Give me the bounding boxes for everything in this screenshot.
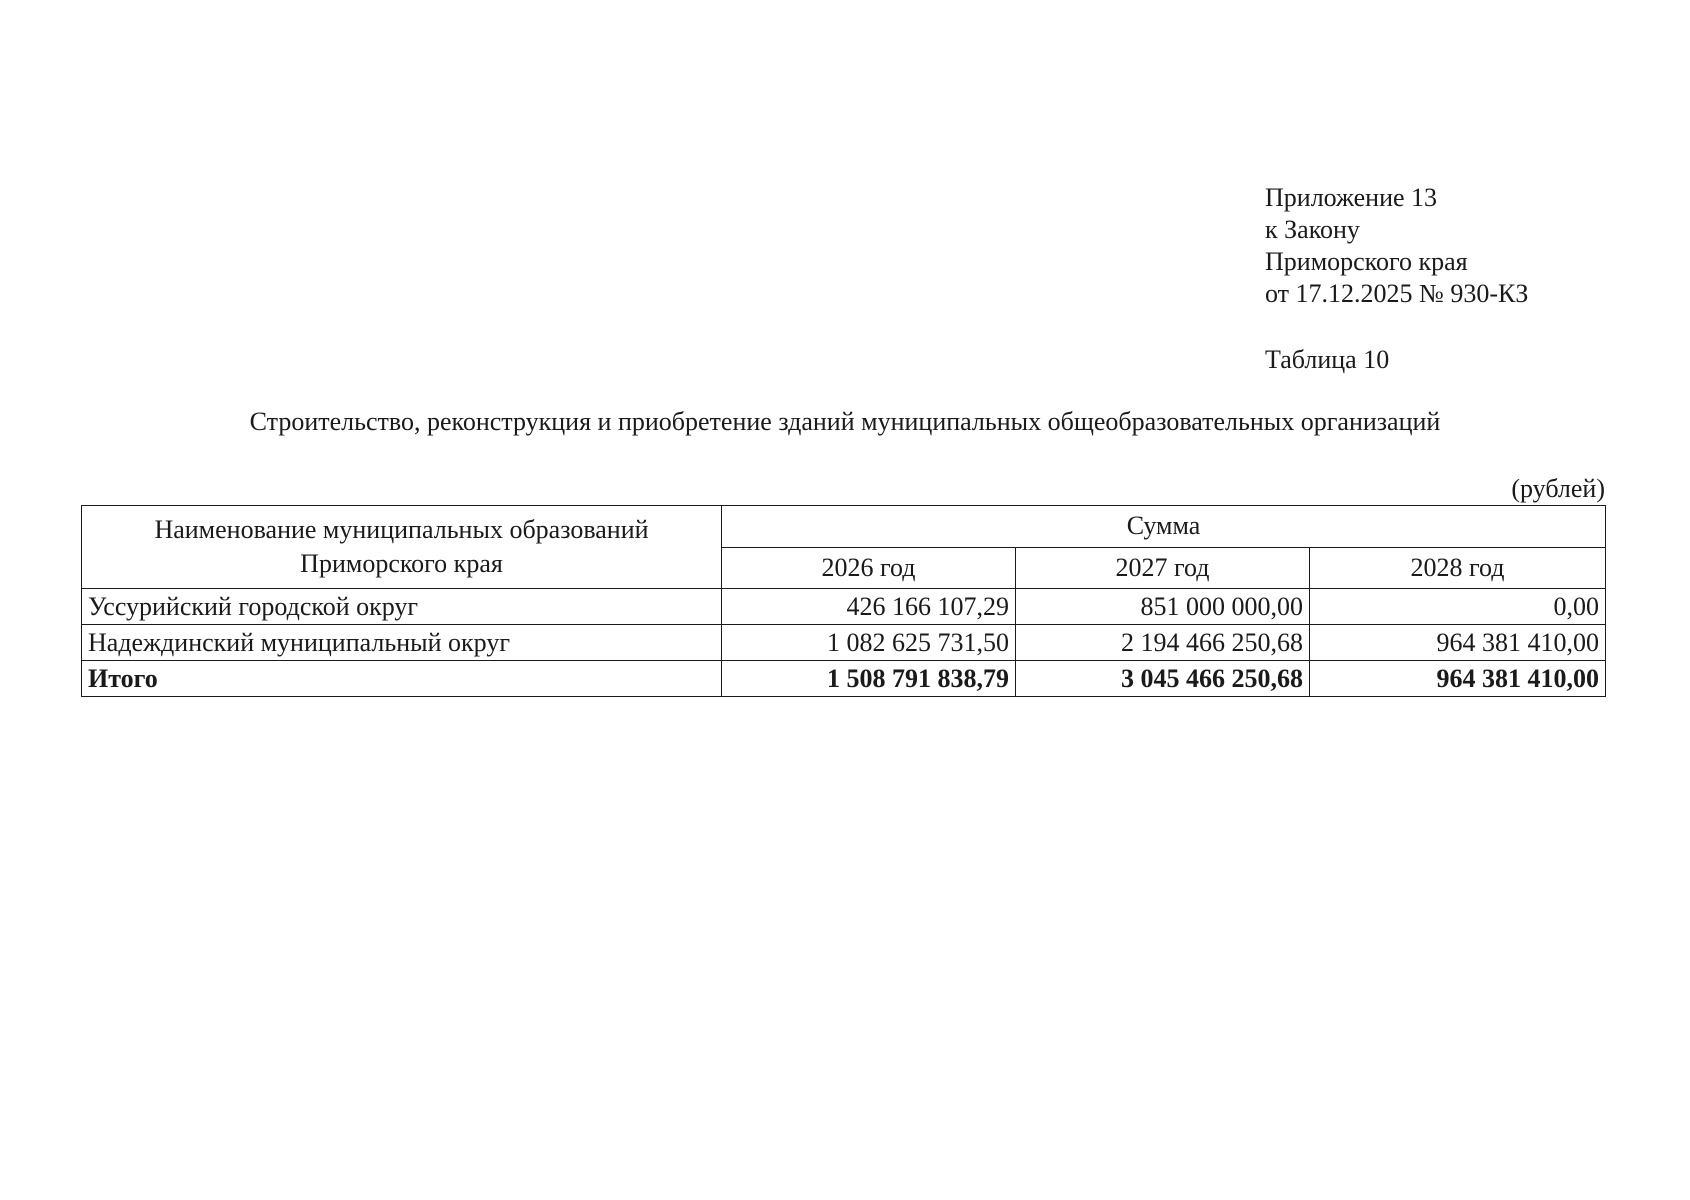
units-label: (рублей) (1511, 474, 1605, 503)
appendix-line-1: Приложение 13 (1265, 183, 1438, 212)
total-row (82, 661, 1606, 697)
total-label: Итого (82, 661, 722, 697)
row-value-2028: 0,00 (1310, 589, 1606, 625)
appendix-line-2: к Закону (1265, 215, 1360, 244)
table-number: Таблица 10 (1265, 345, 1390, 374)
row-value-2026: 1 082 625 731,50 (722, 625, 1016, 661)
row-value-2028: 964 381 410,00 (1310, 625, 1606, 661)
row-value-2026: 426 166 107,29 (722, 589, 1016, 625)
table-header-row (82, 506, 1606, 548)
year-header-2027: 2027 год (1016, 547, 1310, 589)
row-name: Уссурийский городской округ (82, 589, 722, 625)
year-header-2028: 2028 год (1310, 547, 1606, 589)
sum-column-header: Сумма (722, 506, 1606, 548)
budget-table (81, 505, 1606, 697)
document-title: Строительство, реконструкция и приобретение зданий муниципальных общеобразовательных организаций (249, 407, 1441, 436)
table-row (82, 589, 1606, 625)
appendix-line-3: Приморского края (1265, 247, 1468, 276)
row-name: Надеждинский муниципальный округ (82, 625, 722, 661)
name-column-header: Наименование муниципальных образований Приморского края (82, 506, 722, 589)
appendix-line-4: от 17.12.2025 № 930-КЗ (1265, 279, 1529, 308)
appendix-block (1265, 182, 1528, 310)
year-header-2026: 2026 год (722, 547, 1016, 589)
table-row (82, 625, 1606, 661)
row-value-2027: 851 000 000,00 (1016, 589, 1310, 625)
row-value-2027: 2 194 466 250,68 (1016, 625, 1310, 661)
total-value-2026: 1 508 791 838,79 (722, 661, 1016, 697)
total-value-2028: 964 381 410,00 (1310, 661, 1606, 697)
total-value-2027: 3 045 466 250,68 (1016, 661, 1310, 697)
